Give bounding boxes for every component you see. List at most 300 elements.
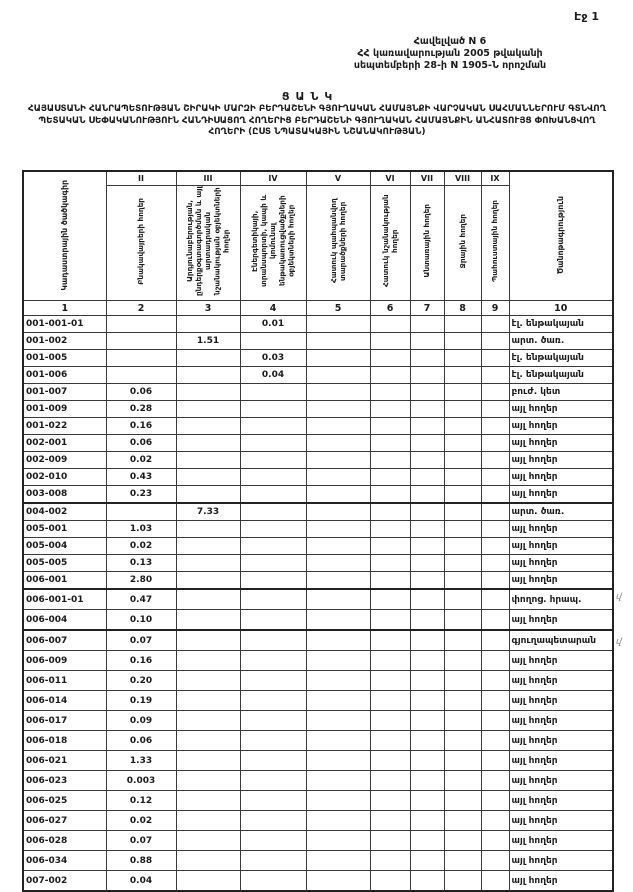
cell-c2: 0.09 bbox=[106, 711, 176, 731]
cell-c6 bbox=[370, 871, 410, 892]
cell-c9 bbox=[481, 751, 509, 771]
table-row-001-022 bbox=[23, 418, 613, 435]
cell-c2 bbox=[106, 333, 176, 350]
cadastral-code-header-label: Կադաստրային ծածկագիր bbox=[59, 179, 69, 291]
cell-c3 bbox=[176, 651, 240, 671]
cell-c5 bbox=[306, 731, 370, 751]
table-row-006-027 bbox=[23, 811, 613, 831]
cell-c7 bbox=[410, 435, 444, 452]
cell-code: 001-002 bbox=[23, 333, 106, 350]
cell-note: էլ. ենթակայան bbox=[509, 350, 613, 367]
page-number-label: Էջ 1 bbox=[574, 10, 599, 23]
cell-c7 bbox=[410, 791, 444, 811]
cell-code: 003-008 bbox=[23, 486, 106, 504]
cell-c6 bbox=[370, 521, 410, 538]
cell-c3 bbox=[176, 711, 240, 731]
cell-c3 bbox=[176, 630, 240, 651]
cell-c4 bbox=[240, 384, 306, 401]
table-row-001-005 bbox=[23, 350, 613, 367]
column-number-2: 2 bbox=[106, 301, 176, 316]
cell-note: այլ հողեր bbox=[509, 555, 613, 572]
cell-note: փողոց. հրապ. bbox=[509, 589, 613, 610]
cell-c7 bbox=[410, 651, 444, 671]
cell-c3 bbox=[176, 751, 240, 771]
cell-c4 bbox=[240, 771, 306, 791]
cell-c4: 0.04 bbox=[240, 367, 306, 384]
cell-code: 005-001 bbox=[23, 521, 106, 538]
cell-c5 bbox=[306, 771, 370, 791]
cell-note: այլ հողեր bbox=[509, 851, 613, 871]
cell-c7 bbox=[410, 731, 444, 751]
cell-code: 006-001 bbox=[23, 572, 106, 590]
column-header-2 bbox=[106, 186, 176, 301]
cell-c6 bbox=[370, 771, 410, 791]
cell-code: 006-009 bbox=[23, 651, 106, 671]
cell-c3 bbox=[176, 486, 240, 504]
cell-code: 006-001-01 bbox=[23, 589, 106, 610]
column-header-label: Էներգետիկայի, տրանսպորտի, կապի և կոմունալ ենթակառուցվածքների օբյեկտների հողեր bbox=[250, 194, 296, 288]
cell-c5 bbox=[306, 401, 370, 418]
pencil-mark: վ bbox=[615, 636, 623, 648]
table-row-006-007 bbox=[23, 630, 613, 651]
cell-c3 bbox=[176, 851, 240, 871]
cell-c6 bbox=[370, 651, 410, 671]
cell-c5 bbox=[306, 589, 370, 610]
cell-c7 bbox=[410, 851, 444, 871]
cell-c2: 0.13 bbox=[106, 555, 176, 572]
cell-c7 bbox=[410, 711, 444, 731]
cell-c4 bbox=[240, 610, 306, 631]
cell-c6 bbox=[370, 486, 410, 504]
cell-c6 bbox=[370, 333, 410, 350]
cell-c6 bbox=[370, 811, 410, 831]
cell-c7 bbox=[410, 589, 444, 610]
column-number-8: 8 bbox=[444, 301, 481, 316]
cell-note: այլ հողեր bbox=[509, 469, 613, 486]
cell-code: 006-028 bbox=[23, 831, 106, 851]
cell-c7 bbox=[410, 630, 444, 651]
cell-c9 bbox=[481, 469, 509, 486]
column-header-4 bbox=[240, 186, 306, 301]
column-number-5: 5 bbox=[306, 301, 370, 316]
cell-c8 bbox=[444, 630, 481, 651]
appendix-line-2: ՀՀ կառավարության 2005 թվականի bbox=[357, 47, 543, 59]
cell-note: այլ հողեր bbox=[509, 871, 613, 892]
column-header-label: Անտառային հողեր bbox=[422, 204, 432, 278]
cell-c4 bbox=[240, 555, 306, 572]
cell-c8 bbox=[444, 452, 481, 469]
cell-c5 bbox=[306, 691, 370, 711]
cell-note: բուժ. կետ bbox=[509, 384, 613, 401]
cell-c9 bbox=[481, 572, 509, 590]
table-row-001-006 bbox=[23, 367, 613, 384]
cell-c9 bbox=[481, 521, 509, 538]
cell-c6 bbox=[370, 555, 410, 572]
cell-c9 bbox=[481, 486, 509, 504]
cell-c2: 0.06 bbox=[106, 435, 176, 452]
table-row-002-001 bbox=[23, 435, 613, 452]
cell-c6 bbox=[370, 691, 410, 711]
cell-code: 006-023 bbox=[23, 771, 106, 791]
cell-c7 bbox=[410, 469, 444, 486]
cell-c8 bbox=[444, 831, 481, 851]
cell-c6 bbox=[370, 367, 410, 384]
cell-c9 bbox=[481, 651, 509, 671]
cell-c3 bbox=[176, 435, 240, 452]
cell-c8 bbox=[444, 589, 481, 610]
cell-note: արտ. ծառ. bbox=[509, 503, 613, 521]
cell-c7 bbox=[410, 384, 444, 401]
cell-c4 bbox=[240, 503, 306, 521]
cell-c5 bbox=[306, 538, 370, 555]
cell-c4 bbox=[240, 630, 306, 651]
cell-note: այլ հողեր bbox=[509, 418, 613, 435]
cell-c6 bbox=[370, 610, 410, 631]
cell-c6 bbox=[370, 401, 410, 418]
cell-c6 bbox=[370, 452, 410, 469]
cell-c2: 0.28 bbox=[106, 401, 176, 418]
cell-c4 bbox=[240, 435, 306, 452]
cell-c9 bbox=[481, 691, 509, 711]
cell-c8 bbox=[444, 384, 481, 401]
table-row-006-001-01 bbox=[23, 589, 613, 610]
cell-c4 bbox=[240, 521, 306, 538]
table-row-006-011 bbox=[23, 671, 613, 691]
cell-c5 bbox=[306, 452, 370, 469]
column-header-6 bbox=[370, 186, 410, 301]
cell-c2: 0.16 bbox=[106, 651, 176, 671]
table-row-004-002 bbox=[23, 503, 613, 521]
appendix-line-3: սեպտեմբերի 28-ի N 1905-Ն որոշման bbox=[353, 59, 547, 71]
cell-c2: 0.06 bbox=[106, 731, 176, 751]
column-header-label: Հատուկ պահպանվող տարածքների հողեր bbox=[328, 198, 347, 284]
cell-note: այլ հողեր bbox=[509, 538, 613, 555]
cell-c9 bbox=[481, 871, 509, 892]
cell-c5 bbox=[306, 811, 370, 831]
cell-c2: 0.003 bbox=[106, 771, 176, 791]
cell-c7 bbox=[410, 316, 444, 333]
column-number-4: 4 bbox=[240, 301, 306, 316]
cell-c3 bbox=[176, 811, 240, 831]
cell-c3 bbox=[176, 831, 240, 851]
land-list-table bbox=[22, 170, 614, 892]
cell-c3 bbox=[176, 521, 240, 538]
cell-c8 bbox=[444, 503, 481, 521]
column-header-5 bbox=[306, 186, 370, 301]
column-header-label: Ջրային հողեր bbox=[457, 213, 467, 269]
cell-c5 bbox=[306, 469, 370, 486]
cell-c4: 0.01 bbox=[240, 316, 306, 333]
cell-c9 bbox=[481, 333, 509, 350]
cell-c9 bbox=[481, 671, 509, 691]
cell-c2: 0.06 bbox=[106, 384, 176, 401]
cell-c8 bbox=[444, 572, 481, 590]
cell-c3 bbox=[176, 452, 240, 469]
cell-c8 bbox=[444, 651, 481, 671]
cell-c4 bbox=[240, 333, 306, 350]
cell-c2: 1.03 bbox=[106, 521, 176, 538]
cell-c8 bbox=[444, 521, 481, 538]
cell-c3 bbox=[176, 316, 240, 333]
cell-code: 002-001 bbox=[23, 435, 106, 452]
cell-c5 bbox=[306, 350, 370, 367]
cell-c7 bbox=[410, 771, 444, 791]
cell-c6 bbox=[370, 851, 410, 871]
cell-c5 bbox=[306, 671, 370, 691]
cell-c2: 1.33 bbox=[106, 751, 176, 771]
list-heading: ՑԱՆԿ bbox=[281, 90, 339, 103]
cell-c4 bbox=[240, 871, 306, 892]
cell-c6 bbox=[370, 630, 410, 651]
cell-note: այլ հողեր bbox=[509, 435, 613, 452]
cell-c6 bbox=[370, 572, 410, 590]
cell-code: 001-006 bbox=[23, 367, 106, 384]
cell-code: 001-001-01 bbox=[23, 316, 106, 333]
cell-c9 bbox=[481, 384, 509, 401]
cell-c8 bbox=[444, 555, 481, 572]
table-row-007-002 bbox=[23, 871, 613, 892]
cell-c4 bbox=[240, 791, 306, 811]
cell-c8 bbox=[444, 871, 481, 892]
cell-code: 005-005 bbox=[23, 555, 106, 572]
cell-c9 bbox=[481, 771, 509, 791]
cell-c7 bbox=[410, 418, 444, 435]
cell-code: 006-004 bbox=[23, 610, 106, 631]
column-numeral-IX: IX bbox=[481, 171, 509, 186]
table-row-002-010 bbox=[23, 469, 613, 486]
cell-c5 bbox=[306, 384, 370, 401]
cell-c7 bbox=[410, 811, 444, 831]
cell-c7 bbox=[410, 831, 444, 851]
table-row-006-034 bbox=[23, 851, 613, 871]
cell-c6 bbox=[370, 589, 410, 610]
cell-c5 bbox=[306, 871, 370, 892]
cell-c5 bbox=[306, 367, 370, 384]
cell-c4 bbox=[240, 811, 306, 831]
cell-c6 bbox=[370, 731, 410, 751]
cell-c9 bbox=[481, 630, 509, 651]
cell-c9 bbox=[481, 316, 509, 333]
cell-c9 bbox=[481, 610, 509, 631]
cell-c9 bbox=[481, 791, 509, 811]
cell-c6 bbox=[370, 831, 410, 851]
cell-c3 bbox=[176, 610, 240, 631]
table-row-003-008 bbox=[23, 486, 613, 504]
cell-c3 bbox=[176, 731, 240, 751]
cell-c3 bbox=[176, 671, 240, 691]
cell-c9 bbox=[481, 831, 509, 851]
column-header-9 bbox=[481, 186, 509, 301]
cell-c5 bbox=[306, 711, 370, 731]
cell-c7 bbox=[410, 871, 444, 892]
cell-c2: 2.80 bbox=[106, 572, 176, 590]
cell-c5 bbox=[306, 503, 370, 521]
cell-c5 bbox=[306, 851, 370, 871]
cell-c5 bbox=[306, 630, 370, 651]
cell-c2: 0.02 bbox=[106, 452, 176, 469]
cell-c2: 0.16 bbox=[106, 418, 176, 435]
column-header-label: Բնակավայրերի հողեր bbox=[136, 197, 146, 285]
cell-c3 bbox=[176, 791, 240, 811]
cell-c5 bbox=[306, 435, 370, 452]
cell-c7 bbox=[410, 572, 444, 590]
cell-c9 bbox=[481, 555, 509, 572]
cell-note: այլ հողեր bbox=[509, 610, 613, 631]
cell-code: 006-011 bbox=[23, 671, 106, 691]
cell-c4 bbox=[240, 572, 306, 590]
cell-note: արտ. ծառ. bbox=[509, 333, 613, 350]
cell-c3 bbox=[176, 469, 240, 486]
cell-c5 bbox=[306, 831, 370, 851]
cell-note: այլ հողեր bbox=[509, 691, 613, 711]
cell-code: 006-025 bbox=[23, 791, 106, 811]
cell-c3 bbox=[176, 589, 240, 610]
cell-c9 bbox=[481, 731, 509, 751]
cell-note: այլ հողեր bbox=[509, 731, 613, 751]
cell-c5 bbox=[306, 651, 370, 671]
cell-c7 bbox=[410, 503, 444, 521]
cell-c2: 0.02 bbox=[106, 538, 176, 555]
column-numeral-III: III bbox=[176, 171, 240, 186]
document-title: ՀԱՅԱՍՏԱՆԻ ՀԱՆՐԱՊԵՏՈՒԹՅԱՆ ՇԻՐԱԿԻ ՄԱՐԶԻ ԲԵՐԴԱՇԵՆԻ ԳՅՈՒՂԱԿԱՆ ՀԱՄԱՅՆՔԻ ՎԱՐՉԱԿԱՆ ՍԱՀՄԱՆՆԵՐՈՒՄ ԳՏՆՎՈՂ ՊԵՏԱԿԱՆ ՍԵՓԱԿԱՆՈՒԹՅՈՒՆ ՀԱՆԴԻՍԱՑՈՂ ՀՈՂԵՐԻՑ ԲԵՐԴԱՇԵՆԻ ԳՅՈՒՂԱԿԱՆ ՀԱՄԱՅՆՔԻՆ ԱՆՀԱՏՈՒՅՑ ՓՈԽԱՆՑՎՈՂ ՀՈՂԵՐԻ (ԸՍՏ ՆՊԱՏԱԿԱՅԻՆ ՆՇԱՆԱԿՈՒԹՅԱՆ) bbox=[27, 104, 607, 138]
cell-c6 bbox=[370, 671, 410, 691]
cell-code: 001-022 bbox=[23, 418, 106, 435]
table-row-001-002 bbox=[23, 333, 613, 350]
column-number-7: 7 bbox=[410, 301, 444, 316]
cell-c7 bbox=[410, 521, 444, 538]
cell-c8 bbox=[444, 791, 481, 811]
cell-c2: 0.20 bbox=[106, 671, 176, 691]
column-header-cadastral-code bbox=[23, 171, 106, 301]
column-header-3 bbox=[176, 186, 240, 301]
table-row-006-025 bbox=[23, 791, 613, 811]
cell-c2: 0.43 bbox=[106, 469, 176, 486]
cell-c7 bbox=[410, 333, 444, 350]
cell-c9 bbox=[481, 401, 509, 418]
column-numeral-VII: VII bbox=[410, 171, 444, 186]
column-number-9: 9 bbox=[481, 301, 509, 316]
cell-c2: 0.04 bbox=[106, 871, 176, 892]
cell-c6 bbox=[370, 418, 410, 435]
cell-c6 bbox=[370, 435, 410, 452]
column-numeral-VI: VI bbox=[370, 171, 410, 186]
cell-note: էլ. ենթակայան bbox=[509, 367, 613, 384]
cell-c5 bbox=[306, 555, 370, 572]
cell-note: այլ հողեր bbox=[509, 486, 613, 504]
cell-c6 bbox=[370, 316, 410, 333]
table-row-005-004 bbox=[23, 538, 613, 555]
cell-c6 bbox=[370, 538, 410, 555]
cell-c9 bbox=[481, 367, 509, 384]
table-row-006-014 bbox=[23, 691, 613, 711]
cell-c8 bbox=[444, 350, 481, 367]
cell-code: 002-010 bbox=[23, 469, 106, 486]
cell-c9 bbox=[481, 503, 509, 521]
cell-c2 bbox=[106, 367, 176, 384]
cell-c8 bbox=[444, 486, 481, 504]
cell-code: 006-017 bbox=[23, 711, 106, 731]
cell-c2 bbox=[106, 503, 176, 521]
cell-code: 006-014 bbox=[23, 691, 106, 711]
cell-c8 bbox=[444, 671, 481, 691]
cell-c6 bbox=[370, 503, 410, 521]
cell-c5 bbox=[306, 333, 370, 350]
table-row-006-009 bbox=[23, 651, 613, 671]
cell-c2: 0.88 bbox=[106, 851, 176, 871]
cell-c9 bbox=[481, 811, 509, 831]
cell-note: այլ հողեր bbox=[509, 751, 613, 771]
cell-c2: 0.02 bbox=[106, 811, 176, 831]
cell-c2: 0.19 bbox=[106, 691, 176, 711]
cell-code: 004-002 bbox=[23, 503, 106, 521]
cell-c4 bbox=[240, 589, 306, 610]
cell-c4 bbox=[240, 671, 306, 691]
cell-c8 bbox=[444, 751, 481, 771]
cell-note: այլ հողեր bbox=[509, 811, 613, 831]
cell-code: 001-005 bbox=[23, 350, 106, 367]
cell-code: 006-018 bbox=[23, 731, 106, 751]
cell-c4: 0.03 bbox=[240, 350, 306, 367]
cell-code: 006-034 bbox=[23, 851, 106, 871]
cell-c9 bbox=[481, 452, 509, 469]
column-header-7 bbox=[410, 186, 444, 301]
column-header-label: Հատուկ նշանակության հողեր bbox=[380, 194, 399, 288]
note-header-label: Ծանոթագրություն bbox=[555, 196, 565, 274]
cell-c5 bbox=[306, 521, 370, 538]
cell-c5 bbox=[306, 486, 370, 504]
cell-c4 bbox=[240, 452, 306, 469]
cell-c7 bbox=[410, 555, 444, 572]
table-row-001-007 bbox=[23, 384, 613, 401]
cell-c9 bbox=[481, 711, 509, 731]
table-row-001-009 bbox=[23, 401, 613, 418]
column-number-1: 1 bbox=[23, 301, 106, 316]
table-row-006-021 bbox=[23, 751, 613, 771]
cell-c8 bbox=[444, 811, 481, 831]
cell-c4 bbox=[240, 418, 306, 435]
cell-c6 bbox=[370, 711, 410, 731]
cell-note: այլ հողեր bbox=[509, 401, 613, 418]
cell-note: այլ հողեր bbox=[509, 572, 613, 590]
cell-c3 bbox=[176, 538, 240, 555]
cell-c8 bbox=[444, 401, 481, 418]
table-row-005-001 bbox=[23, 521, 613, 538]
cell-c6 bbox=[370, 469, 410, 486]
cell-c3: 7.33 bbox=[176, 503, 240, 521]
cell-c7 bbox=[410, 691, 444, 711]
cell-note: այլ հողեր bbox=[509, 452, 613, 469]
table-row-002-009 bbox=[23, 452, 613, 469]
cell-c8 bbox=[444, 538, 481, 555]
cell-c5 bbox=[306, 791, 370, 811]
appendix-reference bbox=[300, 36, 600, 72]
column-numeral-II: II bbox=[106, 171, 176, 186]
column-numeral-V: V bbox=[306, 171, 370, 186]
cell-c3 bbox=[176, 418, 240, 435]
cell-c2: 0.12 bbox=[106, 791, 176, 811]
cell-c4 bbox=[240, 851, 306, 871]
cell-note: այլ հողեր bbox=[509, 651, 613, 671]
cell-c3 bbox=[176, 401, 240, 418]
cell-c4 bbox=[240, 831, 306, 851]
cell-c7 bbox=[410, 751, 444, 771]
cell-c5 bbox=[306, 610, 370, 631]
cell-c4 bbox=[240, 751, 306, 771]
cell-c7 bbox=[410, 350, 444, 367]
table-row-006-001 bbox=[23, 572, 613, 590]
cell-c8 bbox=[444, 691, 481, 711]
cell-c9 bbox=[481, 350, 509, 367]
